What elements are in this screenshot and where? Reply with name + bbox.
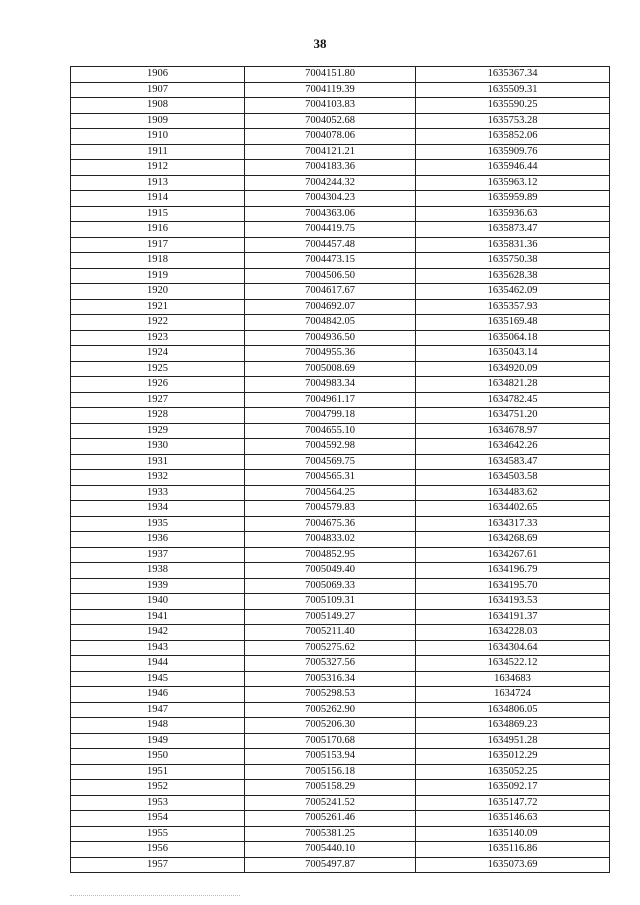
y-coordinate-cell: 1634267.61 [416,547,610,563]
x-coordinate-cell: 7004799.18 [245,408,416,424]
table-row [71,284,610,300]
table-row [71,222,610,238]
point-number-cell: 1907 [71,82,245,98]
point-number-cell: 1912 [71,160,245,176]
y-coordinate-cell: 1635753.28 [416,113,610,129]
x-coordinate-cell: 7004675.36 [245,516,416,532]
y-coordinate-cell: 1634821.28 [416,377,610,393]
point-number-cell: 1950 [71,749,245,765]
point-number-cell: 1954 [71,811,245,827]
x-coordinate-cell: 7005316.34 [245,671,416,687]
y-coordinate-cell: 1634751.20 [416,408,610,424]
x-coordinate-cell: 7005211.40 [245,625,416,641]
table-row [71,733,610,749]
point-number-cell: 1955 [71,826,245,842]
point-number-cell: 1956 [71,842,245,858]
y-coordinate-cell: 1635147.72 [416,795,610,811]
table-row [71,718,610,734]
x-coordinate-cell: 7005241.52 [245,795,416,811]
y-coordinate-cell: 1634483.62 [416,485,610,501]
x-coordinate-cell: 7004151.80 [245,67,416,83]
table-row [71,640,610,656]
table-row [71,454,610,470]
x-coordinate-cell: 7004078.06 [245,129,416,145]
y-coordinate-cell: 1635462.09 [416,284,610,300]
y-coordinate-cell: 1635043.14 [416,346,610,362]
x-coordinate-cell: 7004183.36 [245,160,416,176]
table-row [71,175,610,191]
coordinates-table-body [71,67,610,873]
table-row [71,578,610,594]
point-number-cell: 1928 [71,408,245,424]
point-number-cell: 1923 [71,330,245,346]
point-number-cell: 1933 [71,485,245,501]
y-coordinate-cell: 1634951.28 [416,733,610,749]
table-row [71,811,610,827]
point-number-cell: 1915 [71,206,245,222]
table-row [71,702,610,718]
point-number-cell: 1906 [71,67,245,83]
y-coordinate-cell: 1634920.09 [416,361,610,377]
x-coordinate-cell: 7004304.23 [245,191,416,207]
point-number-cell: 1942 [71,625,245,641]
x-coordinate-cell: 7004842.05 [245,315,416,331]
point-number-cell: 1916 [71,222,245,238]
table-row [71,98,610,114]
y-coordinate-cell: 1634402.65 [416,501,610,517]
y-coordinate-cell: 1635946.44 [416,160,610,176]
point-number-cell: 1910 [71,129,245,145]
y-coordinate-cell: 1634522.12 [416,656,610,672]
x-coordinate-cell: 7004617.67 [245,284,416,300]
x-coordinate-cell: 7004961.17 [245,392,416,408]
table-row [71,129,610,145]
y-coordinate-cell: 1634317.33 [416,516,610,532]
x-coordinate-cell: 7004419.75 [245,222,416,238]
y-coordinate-cell: 1635367.34 [416,67,610,83]
table-row [71,857,610,873]
point-number-cell: 1957 [71,857,245,873]
point-number-cell: 1918 [71,253,245,269]
table-row [71,160,610,176]
point-number-cell: 1938 [71,563,245,579]
x-coordinate-cell: 7005275.62 [245,640,416,656]
point-number-cell: 1953 [71,795,245,811]
y-coordinate-cell: 1635073.69 [416,857,610,873]
y-coordinate-cell: 1635509.31 [416,82,610,98]
point-number-cell: 1946 [71,687,245,703]
table-row [71,687,610,703]
x-coordinate-cell: 7004579.83 [245,501,416,517]
table-row [71,346,610,362]
point-number-cell: 1951 [71,764,245,780]
x-coordinate-cell: 7004052.68 [245,113,416,129]
table-row [71,315,610,331]
x-coordinate-cell: 7004244.32 [245,175,416,191]
table-row [71,780,610,796]
y-coordinate-cell: 1634196.79 [416,563,610,579]
y-coordinate-cell: 1634304.64 [416,640,610,656]
table-row [71,361,610,377]
y-coordinate-cell: 1635873.47 [416,222,610,238]
point-number-cell: 1948 [71,718,245,734]
table-row [71,67,610,83]
y-coordinate-cell: 1635146.63 [416,811,610,827]
table-row [71,113,610,129]
point-number-cell: 1927 [71,392,245,408]
point-number-cell: 1909 [71,113,245,129]
table-row [71,206,610,222]
point-number-cell: 1929 [71,423,245,439]
table-row [71,501,610,517]
x-coordinate-cell: 7005153.94 [245,749,416,765]
x-coordinate-cell: 7004506.50 [245,268,416,284]
x-coordinate-cell: 7005298.53 [245,687,416,703]
table-row [71,764,610,780]
point-number-cell: 1919 [71,268,245,284]
table-row [71,485,610,501]
table-row [71,268,610,284]
point-number-cell: 1922 [71,315,245,331]
x-coordinate-cell: 7005262.90 [245,702,416,718]
table-row [71,144,610,160]
y-coordinate-cell: 1635628.38 [416,268,610,284]
point-number-cell: 1939 [71,578,245,594]
y-coordinate-cell: 1634195.70 [416,578,610,594]
footer-divider [70,895,240,896]
x-coordinate-cell: 7005327.56 [245,656,416,672]
x-coordinate-cell: 7004655.10 [245,423,416,439]
point-number-cell: 1944 [71,656,245,672]
table-row [71,609,610,625]
table-row [71,749,610,765]
y-coordinate-cell: 1635052.25 [416,764,610,780]
x-coordinate-cell: 7005109.31 [245,594,416,610]
x-coordinate-cell: 7005206.30 [245,718,416,734]
x-coordinate-cell: 7004564.25 [245,485,416,501]
point-number-cell: 1924 [71,346,245,362]
point-number-cell: 1911 [71,144,245,160]
x-coordinate-cell: 7004569.75 [245,454,416,470]
point-number-cell: 1931 [71,454,245,470]
table-row [71,191,610,207]
point-number-cell: 1952 [71,780,245,796]
x-coordinate-cell: 7005156.18 [245,764,416,780]
x-coordinate-cell: 7004457.48 [245,237,416,253]
table-row [71,563,610,579]
y-coordinate-cell: 1634678.97 [416,423,610,439]
table-row [71,299,610,315]
y-coordinate-cell: 1634869.23 [416,718,610,734]
point-number-cell: 1934 [71,501,245,517]
table-row [71,392,610,408]
x-coordinate-cell: 7004473.15 [245,253,416,269]
point-number-cell: 1920 [71,284,245,300]
coordinates-table [70,66,610,873]
x-coordinate-cell: 7005149.27 [245,609,416,625]
point-number-cell: 1935 [71,516,245,532]
y-coordinate-cell: 1635963.12 [416,175,610,191]
table-row [71,532,610,548]
y-coordinate-cell: 1635092.17 [416,780,610,796]
table-row [71,516,610,532]
y-coordinate-cell: 1634268.69 [416,532,610,548]
y-coordinate-cell: 1634642.26 [416,439,610,455]
x-coordinate-cell: 7004852.95 [245,547,416,563]
x-coordinate-cell: 7004983.34 [245,377,416,393]
y-coordinate-cell: 1635064.18 [416,330,610,346]
table-row [71,470,610,486]
x-coordinate-cell: 7005158.29 [245,780,416,796]
table-row [71,826,610,842]
y-coordinate-cell: 1635959.89 [416,191,610,207]
table-row [71,408,610,424]
y-coordinate-cell: 1635012.29 [416,749,610,765]
point-number-cell: 1917 [71,237,245,253]
point-number-cell: 1914 [71,191,245,207]
x-coordinate-cell: 7004363.06 [245,206,416,222]
x-coordinate-cell: 7004119.39 [245,82,416,98]
x-coordinate-cell: 7004121.21 [245,144,416,160]
point-number-cell: 1945 [71,671,245,687]
x-coordinate-cell: 7005008.69 [245,361,416,377]
y-coordinate-cell: 1634191.37 [416,609,610,625]
y-coordinate-cell: 1634583.47 [416,454,610,470]
y-coordinate-cell: 1635590.25 [416,98,610,114]
x-coordinate-cell: 7004565.31 [245,470,416,486]
table-row [71,795,610,811]
table-row [71,656,610,672]
x-coordinate-cell: 7004936.50 [245,330,416,346]
point-number-cell: 1937 [71,547,245,563]
x-coordinate-cell: 7004692.07 [245,299,416,315]
table-row [71,253,610,269]
y-coordinate-cell: 1634806.05 [416,702,610,718]
x-coordinate-cell: 7004592.98 [245,439,416,455]
y-coordinate-cell: 1634724 [416,687,610,703]
y-coordinate-cell: 1634683 [416,671,610,687]
x-coordinate-cell: 7005497.87 [245,857,416,873]
point-number-cell: 1949 [71,733,245,749]
x-coordinate-cell: 7004103.83 [245,98,416,114]
y-coordinate-cell: 1635936.63 [416,206,610,222]
y-coordinate-cell: 1634193.53 [416,594,610,610]
x-coordinate-cell: 7005381.25 [245,826,416,842]
point-number-cell: 1926 [71,377,245,393]
table-row [71,594,610,610]
y-coordinate-cell: 1635169.48 [416,315,610,331]
point-number-cell: 1908 [71,98,245,114]
y-coordinate-cell: 1635831.36 [416,237,610,253]
point-number-cell: 1932 [71,470,245,486]
y-coordinate-cell: 1634503.58 [416,470,610,486]
point-number-cell: 1925 [71,361,245,377]
page-number: 38 [313,36,327,51]
point-number-cell: 1947 [71,702,245,718]
table-row [71,439,610,455]
point-number-cell: 1940 [71,594,245,610]
x-coordinate-cell: 7004955.36 [245,346,416,362]
point-number-cell: 1941 [71,609,245,625]
x-coordinate-cell: 7005261.46 [245,811,416,827]
point-number-cell: 1943 [71,640,245,656]
point-number-cell: 1930 [71,439,245,455]
x-coordinate-cell: 7005049.40 [245,563,416,579]
x-coordinate-cell: 7005170.68 [245,733,416,749]
point-number-cell: 1936 [71,532,245,548]
y-coordinate-cell: 1635357.93 [416,299,610,315]
table-row [71,330,610,346]
y-coordinate-cell: 1634782.45 [416,392,610,408]
y-coordinate-cell: 1635909.76 [416,144,610,160]
y-coordinate-cell: 1634228.03 [416,625,610,641]
table-row [71,423,610,439]
point-number-cell: 1913 [71,175,245,191]
table-row [71,625,610,641]
x-coordinate-cell: 7005069.33 [245,578,416,594]
x-coordinate-cell: 7004833.02 [245,532,416,548]
table-row [71,82,610,98]
y-coordinate-cell: 1635852.06 [416,129,610,145]
table-row [71,377,610,393]
table-row [71,237,610,253]
y-coordinate-cell: 1635140.09 [416,826,610,842]
y-coordinate-cell: 1635116.86 [416,842,610,858]
point-number-cell: 1921 [71,299,245,315]
table-row [71,547,610,563]
table-row [71,842,610,858]
y-coordinate-cell: 1635750.38 [416,253,610,269]
x-coordinate-cell: 7005440.10 [245,842,416,858]
table-row [71,671,610,687]
